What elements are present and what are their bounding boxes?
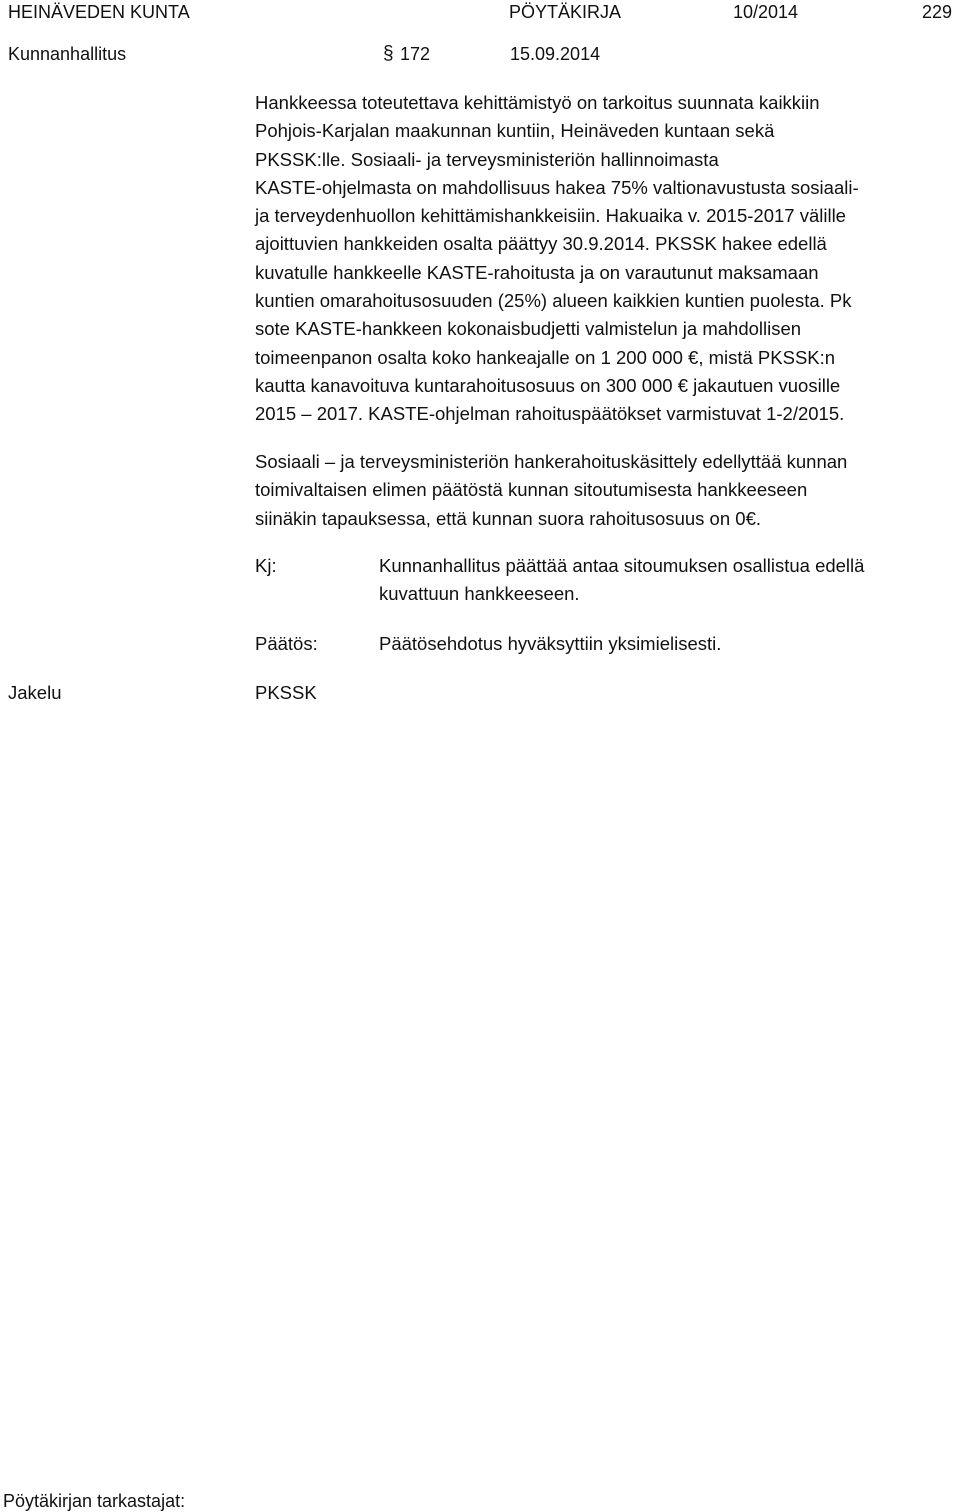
proposal-text — [379, 552, 864, 609]
organization-name: HEINÄVEDEN KUNTA — [8, 2, 190, 22]
document-type: PÖYTÄKIRJA — [509, 2, 622, 22]
page-number: 229 — [922, 2, 953, 22]
paragraph-line: kuntien omarahoitusosuuden (25%) alueen kaikkien kuntien puolesta. Pk — [255, 290, 852, 312]
issue-number: 10/2014 — [733, 2, 799, 22]
paragraph-line: PKSSK:lle. Sosiaali- ja terveysministeriön hallinnoimasta — [255, 148, 719, 170]
paragraph-line: ja terveydenhuollon kehittämishankkeisiin. Hakuaika v. 2015-2017 välille — [255, 205, 846, 227]
paragraph-line: Pohjois-Karjalan maakunnan kuntiin, Heinäveden kuntaan sekä — [255, 120, 775, 142]
paragraph-line: sote KASTE-hankkeen kokonaisbudjetti valmistelun ja mahdollisen — [255, 318, 802, 340]
decision-label: Päätös: — [255, 633, 318, 654]
proposal-line: Kunnanhallitus päättää antaa sitoumuksen osallistua edellä — [379, 555, 865, 576]
distribution-label: Jakelu — [8, 682, 62, 703]
paragraph-line: Hankkeessa toteutettava kehittämistyö on tarkoitus suunnata kaikkiin — [255, 92, 820, 113]
section-number: 172 — [400, 44, 431, 64]
reviewers-label: Pöytäkirjan tarkastajat: — [3, 1491, 186, 1511]
paragraph-funding-requirement — [255, 448, 847, 533]
paragraph-line: kuvatulle hankkeelle KASTE-rahoitusta ja on varautunut maksamaan — [255, 261, 819, 283]
paragraph-line: kautta kanavoituva kuntarahoitusosuus on 300 000 € jakautuen vuosille — [255, 374, 841, 396]
decision-text: Päätösehdotus hyväksyttiin yksimielisesti. — [379, 633, 722, 654]
paragraph-project-description — [255, 89, 859, 429]
paragraph-line: KASTE-ohjelmasta on mahdollisuus hakea 75% valtionavustusta sosiaali- — [255, 176, 859, 198]
section-symbol: § — [383, 43, 394, 64]
meeting-date: 15.09.2014 — [510, 44, 601, 64]
proposal-label: Kj: — [255, 555, 277, 576]
distribution-recipient: PKSSK — [255, 682, 317, 703]
paragraph-line: toimeenpanon osalta koko hankeajalle on 1 200 000 €, mistä PKSSK:n — [255, 346, 836, 368]
paragraph-line: siinäkin tapauksessa, että kunnan suora rahoitusosuus on 0€. — [255, 507, 761, 529]
paragraph-line: 2015 – 2017. KASTE-ohjelman rahoituspäätökset varmistuvat 1-2/2015. — [255, 403, 845, 425]
paragraph-line: Sosiaali – ja terveysministeriön hankerahoituskäsittely edellyttää kunnan — [255, 451, 848, 472]
governing-body: Kunnanhallitus — [8, 44, 127, 64]
proposal-line: kuvattuun hankkeeseen. — [379, 583, 580, 605]
paragraph-line: ajoittuvien hankkeiden osalta päättyy 30.9.2014. PKSSK hakee edellä — [255, 233, 827, 255]
paragraph-line: toimivaltaisen elimen päätöstä kunnan sitoutumisesta hankkeeseen — [255, 479, 808, 501]
